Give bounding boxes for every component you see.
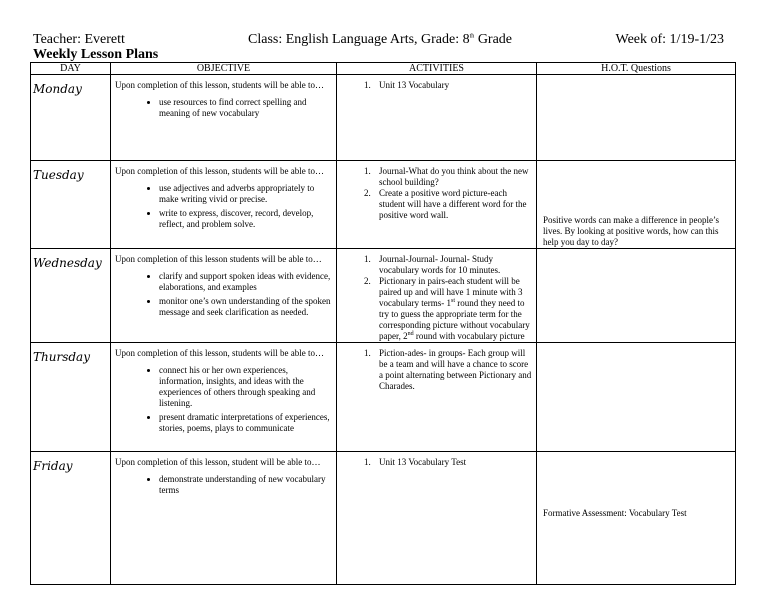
activity-item: 2. Create a positive word picture-each student will have a different word for the positive word wall. <box>373 188 532 221</box>
activity-item: 1. Unit 13 Vocabulary <box>373 80 532 91</box>
hot-monday <box>537 75 736 161</box>
objective-item: • present dramatic interpretations of experiences, stories, poems, plays to communicate <box>159 412 332 434</box>
activity-item: 1. Journal-What do you think about the new school building? <box>373 166 532 188</box>
objective-item: • demonstrate understanding of new vocabulary terms <box>159 474 332 496</box>
activities-wednesday <box>337 249 537 343</box>
row-wednesday <box>31 249 736 343</box>
activity-text: round with vocabulary picture <box>413 331 525 341</box>
objective-intro: Upon completion of this lesson students will be able to… <box>115 254 322 264</box>
day-thursday: Thursday <box>31 343 111 452</box>
class-info <box>248 32 512 48</box>
row-friday <box>31 452 736 585</box>
objective-wednesday <box>111 249 337 343</box>
activity-sup: nd <box>407 331 414 337</box>
activities-thursday <box>337 343 537 452</box>
objective-item: • use adjectives and adverbs appropriately to make writing vivid or precise. <box>159 183 332 205</box>
header-row <box>31 63 736 75</box>
row-tuesday <box>31 161 736 249</box>
class-sup: th <box>469 33 475 40</box>
week-of: Week of: 1/19-1/23 <box>615 32 724 47</box>
day-friday: Friday <box>31 452 111 585</box>
hot-tuesday: Positive words can make a difference in people’s lives. By looking at positive words, how can this help you day to day? <box>537 161 736 249</box>
objective-intro: Upon completion of this lesson, students will be able to… <box>115 348 324 358</box>
objective-intro: Upon completion of this lesson, students will be able to… <box>115 166 324 176</box>
col-day: DAY <box>31 63 111 75</box>
objective-item: • use resources to find correct spelling and meaning of new vocabulary <box>159 97 332 119</box>
objective-item: • write to express, discover, record, develop, reflect, and problem solve. <box>159 208 332 230</box>
activity-item <box>373 276 532 342</box>
row-monday <box>31 75 736 161</box>
col-hot: H.O.T. Questions <box>537 63 736 75</box>
activity-item: 1. Journal-Journal- Journal- Study vocabulary words for 10 minutes. <box>373 254 532 276</box>
objective-item: • clarify and support spoken ideas with evidence, elaborations, and examples <box>159 271 332 293</box>
row-thursday <box>31 343 736 452</box>
objective-intro: Upon completion of this lesson, student will be able to… <box>115 457 321 467</box>
objective-item: • connect his or her own experiences, information, insights, and ideas with the experiences of others through speaking and listening. <box>159 365 332 409</box>
objective-intro: Upon completion of this lesson, students will be able to… <box>115 80 324 90</box>
activity-text: round they need to try to guess the appropriate term for the corresponding picture without vocabulary paper, 2 <box>379 298 530 341</box>
hot-friday: Formative Assessment: Vocabulary Test <box>537 452 736 585</box>
page-title: Weekly Lesson Plans <box>33 47 159 62</box>
objective-item: • monitor one’s own understanding of the spoken message and seek clarification as needed. <box>159 296 332 318</box>
hot-thursday <box>537 343 736 452</box>
activities-monday <box>337 75 537 161</box>
objective-thursday <box>111 343 337 452</box>
activity-item: 1. Piction-ades- in groups- Each group will be a team and will have a chance to score a point alternating between Pictionary and Charades. <box>373 348 532 392</box>
activity-sup: st <box>450 298 455 304</box>
activity-text: Pictionary in pairs-each student will be paired up and will have 1 minute with 3 vocabulary terms- 1 <box>379 276 523 308</box>
objective-tuesday <box>111 161 337 249</box>
objective-friday <box>111 452 337 585</box>
activities-friday <box>337 452 537 585</box>
objective-monday <box>111 75 337 161</box>
col-objective: OBJECTIVE <box>111 63 337 75</box>
class-tail: Grade <box>474 32 513 47</box>
col-activities: ACTIVITIES <box>337 63 537 75</box>
day-wednesday: Wednesday <box>31 249 111 343</box>
teacher-name: Teacher: Everett <box>33 32 125 47</box>
class-text: Class: English Language Arts, Grade: 8 <box>248 32 470 47</box>
activity-item: 1. Unit 13 Vocabulary Test <box>373 457 532 468</box>
lesson-plan-table <box>30 62 736 585</box>
activities-tuesday <box>337 161 537 249</box>
hot-wednesday <box>537 249 736 343</box>
day-tuesday: Tuesday <box>31 161 111 249</box>
day-monday: Monday <box>31 75 111 161</box>
